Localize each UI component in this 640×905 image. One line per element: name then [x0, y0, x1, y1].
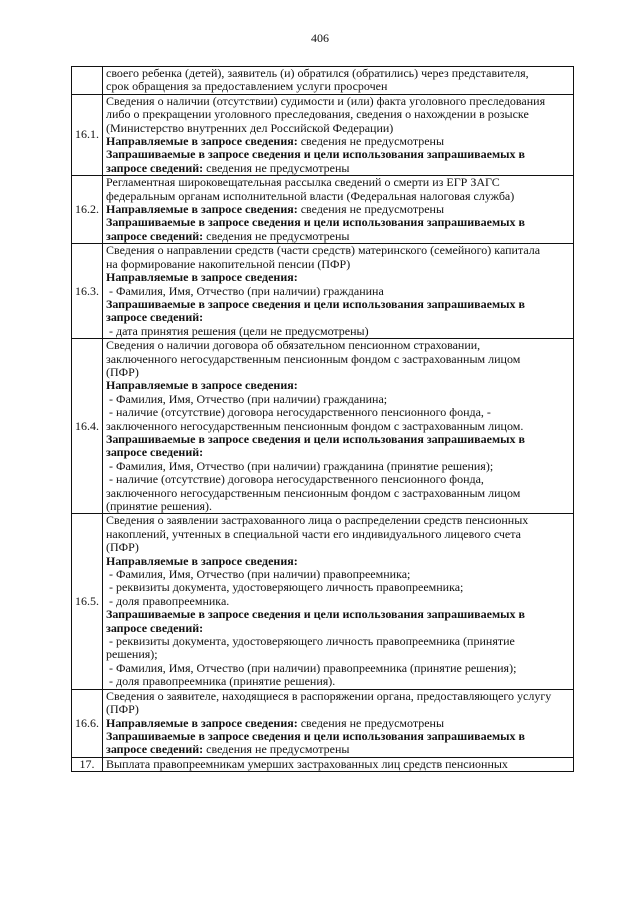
text-line [106, 122, 570, 135]
text-segment: заключенного негосударственным пенсионным фондом с застрахованным лицом [106, 486, 521, 500]
text-segment: либо о прекращении уголовного преследования, сведения о нахождении в розыске [106, 108, 529, 122]
text-line [106, 353, 570, 366]
bold-text: Запрашиваемые в запросе сведения и цели использования запрашиваемых в [106, 297, 525, 311]
text-line [106, 460, 570, 473]
text-line [106, 393, 570, 406]
row-number [72, 67, 103, 95]
text-segment: накоплений, учтенных в специальной части его индивидуального лицевого счета [106, 527, 521, 541]
bold-text: запросе сведений: [106, 229, 204, 243]
row-content [103, 67, 574, 95]
text-line [106, 108, 570, 121]
text-line [106, 67, 570, 80]
text-line [106, 95, 570, 108]
table-row [72, 67, 574, 95]
row-number: 16.3. [72, 244, 103, 339]
table-body [72, 67, 574, 772]
row-content [103, 244, 574, 339]
text-line [106, 758, 570, 771]
text-segment: сведения не предусмотрены [297, 203, 445, 217]
text-segment: Сведения о наличии (отсутствии) судимости и (или) факта уголовного преследования [106, 94, 546, 108]
text-segment: Сведения о направлении средств (части средств) материнского (семейного) капитала [106, 244, 541, 258]
text-line [106, 366, 570, 379]
table-row [72, 339, 574, 514]
text-segment: на формирование накопительной пенсии (ПФР) [106, 257, 351, 271]
bold-text: Направляемые в запросе сведения: [106, 379, 298, 393]
text-segment: (ПФР) [106, 541, 139, 555]
row-content [103, 689, 574, 757]
text-segment: (ПФР) [106, 703, 139, 717]
bold-text: запросе сведений: [106, 311, 204, 325]
text-segment: - Фамилия, Имя, Отчество (при наличии) гражданина (принятие решения); [106, 459, 494, 473]
bold-text: Направляемые в запросе сведения: [106, 716, 298, 730]
text-segment: - наличие (отсутствие) договора негосударственного пенсионного фонда, - [106, 406, 491, 420]
bold-text: Запрашиваемые в запросе сведения и цели использования запрашиваемых в [106, 216, 525, 230]
bold-text: Запрашиваемые в запросе сведения и цели использования запрашиваемых в [106, 432, 525, 446]
text-line [106, 703, 570, 716]
text-segment: - наличие (отсутствие) договора негосударственного пенсионного фонда, [106, 473, 484, 487]
bold-text: Направляемые в запросе сведения: [106, 554, 298, 568]
text-line [106, 244, 570, 257]
text-line [106, 595, 570, 608]
text-line [106, 325, 570, 338]
row-content [103, 339, 574, 514]
text-line [106, 190, 570, 203]
text-line [106, 487, 570, 500]
text-segment: Сведения о наличии договора об обязательном пенсионном страховании, [106, 339, 481, 353]
row-number: 16.6. [72, 689, 103, 757]
text-segment: - дата принятия решения (цели не предусмотрены) [106, 324, 369, 338]
text-segment: сведения не предусмотрены [297, 135, 445, 149]
text-line [106, 730, 570, 743]
row-content [103, 514, 574, 689]
text-line [106, 500, 570, 513]
text-line [106, 743, 570, 756]
text-line [106, 406, 570, 419]
text-line [106, 690, 570, 703]
bold-text: Направляемые в запросе сведения: [106, 203, 298, 217]
text-segment: Выплата правопреемникам умерших застрахованных лиц средств пенсионных [106, 757, 508, 771]
bold-text: запросе сведений: [106, 743, 204, 757]
text-segment: - Фамилия, Имя, Отчество (при наличии) гражданина; [106, 392, 388, 406]
row-content [103, 176, 574, 244]
text-line [106, 608, 570, 621]
text-line [106, 285, 570, 298]
text-line [106, 230, 570, 243]
text-segment: - Фамилия, Имя, Отчество (при наличии) правопреемника; [106, 568, 411, 582]
text-line [106, 420, 570, 433]
text-line [106, 635, 570, 648]
text-line [106, 675, 570, 688]
text-line [106, 258, 570, 271]
bold-text: запросе сведений: [106, 621, 204, 635]
row-number: 16.5. [72, 514, 103, 689]
table-row [72, 176, 574, 244]
text-segment: своего ребенка (детей), заявитель (и) обратился (обратились) через представителя, [106, 67, 529, 80]
text-line [106, 162, 570, 175]
text-segment: Сведения о заявлении застрахованного лица о распределении средств пенсионных [106, 514, 529, 528]
text-line [106, 662, 570, 675]
text-line [106, 216, 570, 229]
text-segment: заключенного негосударственным пенсионным фондом с застрахованным лицом. [106, 419, 524, 433]
text-line [106, 379, 570, 392]
text-line [106, 622, 570, 635]
text-segment: - доля правопреемника (принятие решения). [106, 675, 336, 689]
text-line [106, 473, 570, 486]
page-number: 406 [311, 31, 329, 45]
text-line [106, 298, 570, 311]
text-line [106, 311, 570, 324]
text-segment: - реквизиты документа, удостоверяющего личность правопреемника; [106, 581, 464, 595]
table-row [72, 757, 574, 771]
text-segment: - Фамилия, Имя, Отчество (при наличии) правопреемника (принятие решения); [106, 661, 517, 675]
text-segment: (ПФР) [106, 365, 139, 379]
text-segment: (Министерство внутренних дел Российской Федерации) [106, 121, 394, 135]
table-row [72, 514, 574, 689]
text-segment: сведения не предусмотрены [203, 743, 350, 757]
row-content [103, 94, 574, 175]
bold-text: Направляемые в запросе сведения: [106, 271, 298, 285]
text-line [106, 717, 570, 730]
text-segment: сведения не предусмотрены [203, 161, 350, 175]
bold-text: запросе сведений: [106, 161, 204, 175]
text-segment: - доля правопреемника. [106, 594, 230, 608]
text-segment: сведения не предусмотрены [203, 229, 350, 243]
text-segment: федеральным органам исполнительной власти (Федеральная налоговая служба) [106, 189, 515, 203]
table-row [72, 94, 574, 175]
text-segment: Регламентная широковещательная рассылка сведений о смерти из ЕГР ЗАГС [106, 176, 500, 190]
text-line [106, 648, 570, 661]
row-number: 16.2. [72, 176, 103, 244]
services-table [71, 66, 574, 772]
text-segment: заключенного негосударственным пенсионным фондом с застрахованным лицом [106, 352, 521, 366]
text-segment: сведения не предусмотрены [297, 716, 445, 730]
text-segment: Сведения о заявителе, находящиеся в распоряжении органа, предоставляющего услугу [106, 689, 552, 703]
bold-text: Направляемые в запросе сведения: [106, 135, 298, 149]
row-number: 16.4. [72, 339, 103, 514]
bold-text: Запрашиваемые в запросе сведения и цели использования запрашиваемых в [106, 608, 525, 622]
bold-text: Запрашиваемые в запросе сведения и цели использования запрашиваемых в [106, 148, 525, 162]
text-line [106, 339, 570, 352]
text-segment: (принятие решения). [106, 500, 213, 513]
text-line [106, 555, 570, 568]
text-segment: - реквизиты документа, удостоверяющего личность правопреемника (принятие [106, 635, 515, 649]
text-segment: решения); [106, 648, 158, 662]
table-row [72, 244, 574, 339]
text-line [106, 541, 570, 554]
text-line [106, 528, 570, 541]
text-line [106, 176, 570, 189]
text-segment: - Фамилия, Имя, Отчество (при наличии) гражданина [106, 284, 384, 298]
row-content [103, 757, 574, 771]
text-line [106, 148, 570, 161]
text-line [106, 568, 570, 581]
text-line [106, 433, 570, 446]
text-line [106, 514, 570, 527]
text-segment: срок обращения за предоставлением услуги просрочен [106, 80, 388, 94]
text-line [106, 271, 570, 284]
text-line [106, 581, 570, 594]
table-row [72, 689, 574, 757]
bold-text: Запрашиваемые в запросе сведения и цели использования запрашиваемых в [106, 729, 525, 743]
text-line [106, 80, 570, 93]
row-number: 16.1. [72, 94, 103, 175]
bold-text: запросе сведений: [106, 446, 204, 460]
row-number: 17. [72, 757, 103, 771]
text-line [106, 135, 570, 148]
text-line [106, 446, 570, 459]
text-line [106, 203, 570, 216]
